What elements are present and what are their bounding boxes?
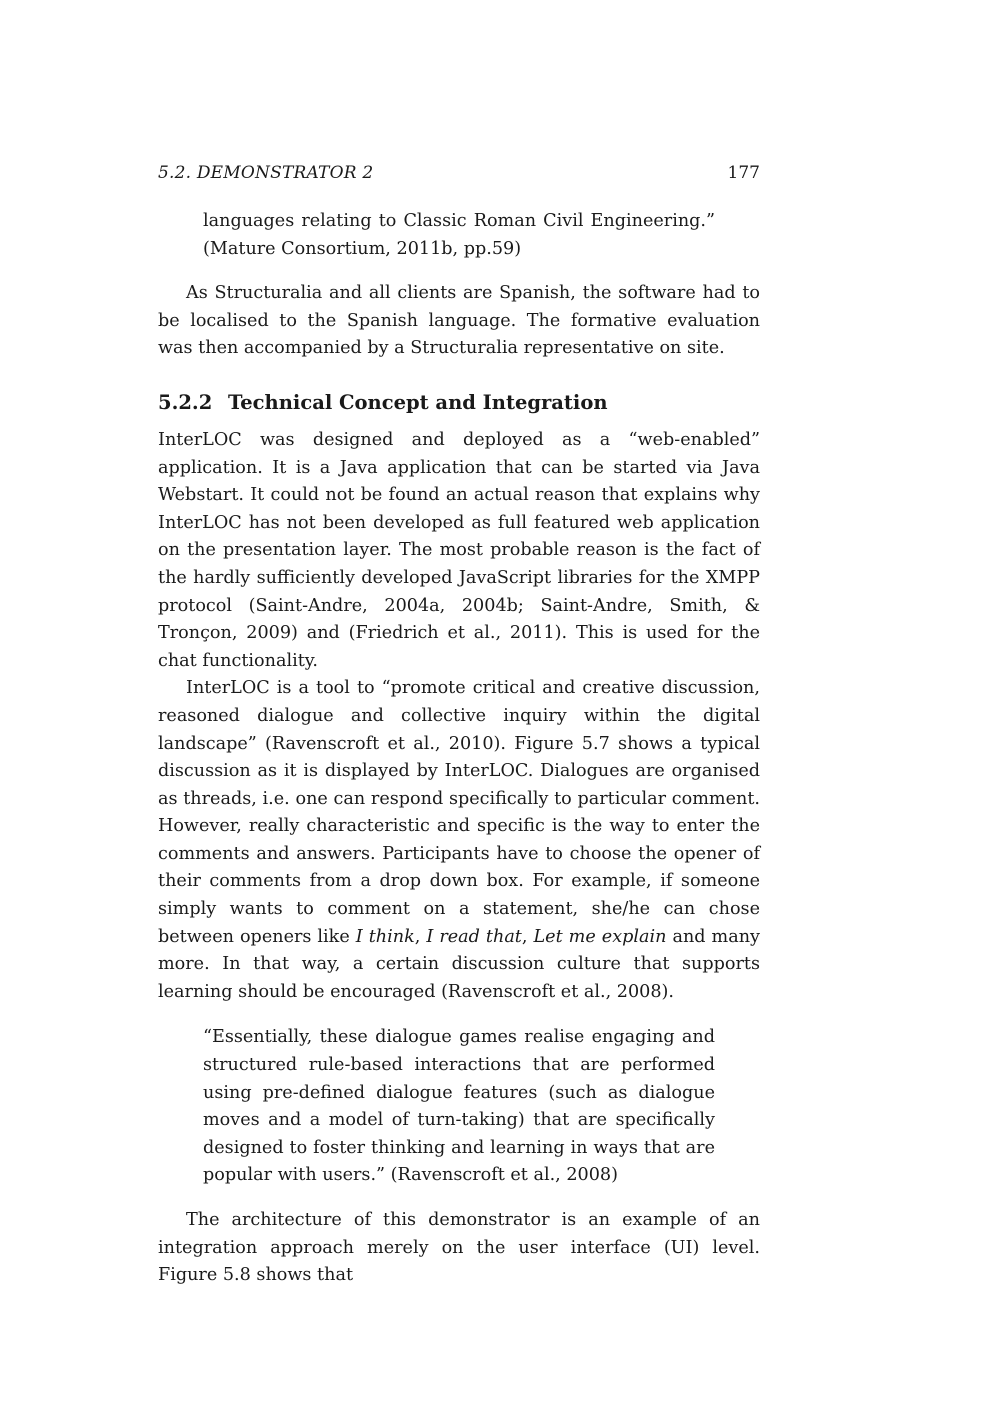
- opener-i-read-that: I read that: [426, 926, 522, 947]
- block-quote-dialogue-games: “Essentially, these dialogue games realise engaging and structured rule-based interactions that are performed using pre-defined dialogue features (such as dialogue moves and a model of turn-taking) that are specifically designed to foster thinking and learning in ways that are popular with users.” (Ravenscroft et al., 2008): [203, 1027, 715, 1186]
- paragraph-interloc-tool: [158, 675, 760, 1006]
- body-text: [158, 208, 760, 1290]
- paragraph-localisation: As Structuralia and all clients are Spanish, the software had to be localised to the Spanish language. The formative evaluation was then accompanied by a Structuralia representative on site.: [158, 283, 760, 359]
- subsection-number: 5.2.2: [158, 390, 213, 414]
- subsection-heading: [158, 389, 760, 417]
- paragraph-interloc-text-1: InterLOC is a tool to “promote critical and creative discussion, reasoned dialogue and collective inquiry within the digital landscape” (Ravenscroft et al., 2010). Figure 5.7 shows a typical discussion as it is displayed by InterLOC. Dialogues are organised as threads, i.e. one can respond specifically to particular comment. However, really characteristic and specific is the way to enter the comments and answers. Participants have to choose the opener of their comments from a drop down box. For example, if someone simply wants to comment on a statement, she/he can chose between openers like: [158, 678, 760, 947]
- opener-let-me-explain: Let me explain: [533, 926, 667, 947]
- page: [158, 0, 760, 1414]
- running-head: [158, 161, 760, 185]
- page-number: 177: [727, 163, 760, 183]
- opener-i-think: I think: [355, 926, 415, 947]
- block-quote-top: languages relating to Classic Roman Civil Engineering.” (Mature Consortium, 2011b, pp.59): [203, 211, 715, 259]
- subsection-title: Technical Concept and Integration: [228, 390, 608, 414]
- opener-separator-2: ,: [521, 926, 534, 947]
- paragraph-architecture: The architecture of this demonstrator is an example of an integration approach merely on the user interface (UI) level. Figure 5.8 shows that: [158, 1210, 760, 1286]
- running-head-section: 5.2. DEMONSTRATOR 2: [158, 163, 374, 183]
- paragraph-web-enabled: InterLOC was designed and deployed as a “web-enabled” application. It is a Java application that can be started via Java Webstart. It could not be found an actual reason that explains why InterLOC has not been developed as full featured web application on the presentation layer. The most probable reason is the fact of the hardly sufficiently developed JavaScript libraries for the XMPP protocol (Saint-Andre, 2004a, 2004b; Saint-Andre, Smith, & Tronçon, 2009) and (Friedrich et al., 2011). This is used for the chat functionality.: [158, 429, 760, 671]
- paragraph-interloc-text-2: and many more. In that way, a certain discussion culture that supports learning should be encouraged (Ravenscroft et al., 2008).: [158, 926, 760, 1002]
- opener-separator-1: ,: [414, 926, 427, 947]
